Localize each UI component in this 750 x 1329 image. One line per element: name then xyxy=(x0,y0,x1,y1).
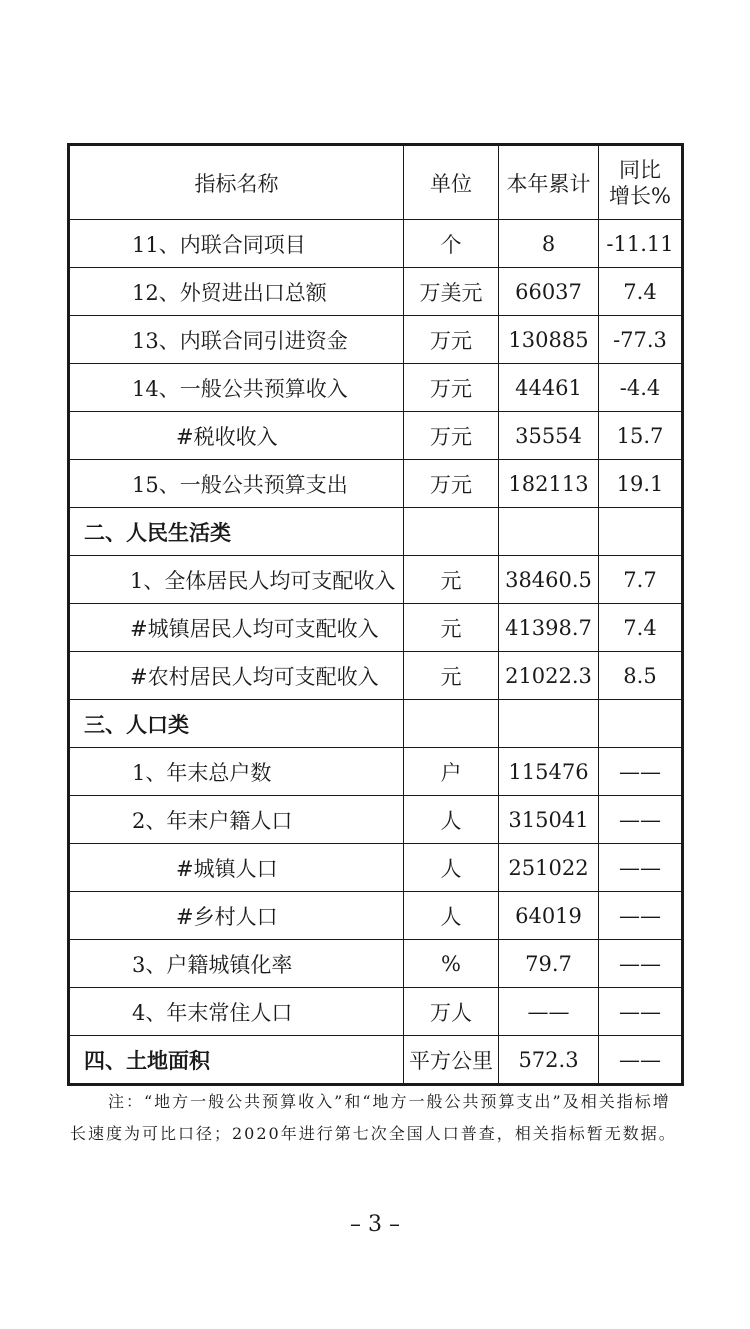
cell-indicator-name: 1、年末总户数 xyxy=(69,748,404,796)
cell-year-total: 66037 xyxy=(499,268,599,316)
cell-indicator-name: #农村居民人均可支配收入 xyxy=(69,652,404,700)
cell-indicator-name: #城镇居民人均可支配收入 xyxy=(69,604,404,652)
cell-yoy-growth: —— xyxy=(599,892,683,940)
table-row xyxy=(69,316,683,364)
cell-unit: 个 xyxy=(404,220,499,268)
footnote: 注：“地方一般公共预算收入”和“地方一般公共预算支出”及相关指标增长速度为可比口径；2020年进行第七次全国人口普查，相关指标暂无数据。 xyxy=(70,1092,677,1143)
cell-year-total: 21022.3 xyxy=(499,652,599,700)
cell-yoy-growth: 15.7 xyxy=(599,412,683,460)
cell-yoy-growth: 8.5 xyxy=(599,652,683,700)
cell-yoy-growth: 7.7 xyxy=(599,556,683,604)
table-row xyxy=(69,460,683,508)
cell-indicator-name: 15、一般公共预算支出 xyxy=(69,460,404,508)
cell-yoy-growth xyxy=(599,508,683,556)
table-row xyxy=(69,988,683,1036)
cell-year-total: 315041 xyxy=(499,796,599,844)
cell-indicator-name: #城镇人口 xyxy=(69,844,404,892)
table-row xyxy=(69,268,683,316)
statistics-table xyxy=(67,143,684,1086)
cell-unit: 人 xyxy=(404,796,499,844)
table-row xyxy=(69,940,683,988)
cell-unit: 元 xyxy=(404,652,499,700)
cell-yoy-growth: -4.4 xyxy=(599,364,683,412)
cell-year-total: 130885 xyxy=(499,316,599,364)
cell-yoy-growth xyxy=(599,700,683,748)
cell-unit: 元 xyxy=(404,556,499,604)
cell-year-total: 79.7 xyxy=(499,940,599,988)
header-indicator-name: 指标名称 xyxy=(69,145,404,220)
cell-yoy-growth: —— xyxy=(599,844,683,892)
table-section-row xyxy=(69,1036,683,1085)
cell-year-total: 251022 xyxy=(499,844,599,892)
cell-year-total: 64019 xyxy=(499,892,599,940)
cell-year-total: 115476 xyxy=(499,748,599,796)
cell-yoy-growth: —— xyxy=(599,988,683,1036)
table-row xyxy=(69,604,683,652)
cell-unit: 万元 xyxy=(404,460,499,508)
cell-unit: 万元 xyxy=(404,412,499,460)
cell-yoy-growth: 7.4 xyxy=(599,604,683,652)
header-year-total: 本年累计 xyxy=(499,145,599,220)
cell-yoy-growth: 19.1 xyxy=(599,460,683,508)
cell-yoy-growth: —— xyxy=(599,1036,683,1085)
cell-indicator-name: 13、内联合同引进资金 xyxy=(69,316,404,364)
cell-yoy-growth: -77.3 xyxy=(599,316,683,364)
table-row xyxy=(69,556,683,604)
cell-yoy-growth: —— xyxy=(599,940,683,988)
cell-year-total: 44461 xyxy=(499,364,599,412)
cell-indicator-name: #乡村人口 xyxy=(69,892,404,940)
cell-yoy-growth: -11.11 xyxy=(599,220,683,268)
cell-unit: 万元 xyxy=(404,316,499,364)
cell-unit: 人 xyxy=(404,844,499,892)
table-section-row xyxy=(69,508,683,556)
cell-unit: 万人 xyxy=(404,988,499,1036)
header-yoy-growth-line2: 增长% xyxy=(609,183,671,208)
cell-year-total xyxy=(499,508,599,556)
page-number: – 3 – xyxy=(350,1212,400,1237)
cell-unit: 元 xyxy=(404,604,499,652)
table-row xyxy=(69,892,683,940)
header-unit: 单位 xyxy=(404,145,499,220)
cell-indicator-name: 14、一般公共预算收入 xyxy=(69,364,404,412)
header-yoy-growth xyxy=(599,145,683,220)
table-row xyxy=(69,796,683,844)
cell-year-total: 41398.7 xyxy=(499,604,599,652)
cell-unit xyxy=(404,508,499,556)
cell-year-total: 8 xyxy=(499,220,599,268)
cell-indicator-name: #税收收入 xyxy=(69,412,404,460)
table-row xyxy=(69,220,683,268)
cell-unit xyxy=(404,700,499,748)
cell-indicator-name: 4、年末常住人口 xyxy=(69,988,404,1036)
cell-indicator-name: 四、土地面积 xyxy=(69,1036,404,1085)
cell-unit: 万元 xyxy=(404,364,499,412)
cell-indicator-name: 11、内联合同项目 xyxy=(69,220,404,268)
header-yoy-growth-line1: 同比 xyxy=(619,157,661,182)
cell-indicator-name: 三、人口类 xyxy=(69,700,404,748)
table-row xyxy=(69,844,683,892)
cell-unit: 万美元 xyxy=(404,268,499,316)
cell-unit: 人 xyxy=(404,892,499,940)
table-row xyxy=(69,652,683,700)
cell-yoy-growth: —— xyxy=(599,748,683,796)
cell-indicator-name: 3、户籍城镇化率 xyxy=(69,940,404,988)
cell-unit: % xyxy=(404,940,499,988)
cell-indicator-name: 二、人民生活类 xyxy=(69,508,404,556)
cell-year-total: —— xyxy=(499,988,599,1036)
cell-unit: 户 xyxy=(404,748,499,796)
table-header-row xyxy=(69,145,683,220)
table-section-row xyxy=(69,700,683,748)
cell-yoy-growth: 7.4 xyxy=(599,268,683,316)
cell-year-total: 182113 xyxy=(499,460,599,508)
cell-year-total: 38460.5 xyxy=(499,556,599,604)
cell-year-total: 35554 xyxy=(499,412,599,460)
cell-yoy-growth: —— xyxy=(599,796,683,844)
cell-unit: 平方公里 xyxy=(404,1036,499,1085)
cell-year-total: 572.3 xyxy=(499,1036,599,1085)
cell-indicator-name: 2、年末户籍人口 xyxy=(69,796,404,844)
cell-indicator-name: 12、外贸进出口总额 xyxy=(69,268,404,316)
cell-year-total xyxy=(499,700,599,748)
cell-indicator-name: 1、全体居民人均可支配收入 xyxy=(69,556,404,604)
table-row xyxy=(69,748,683,796)
table-row xyxy=(69,364,683,412)
table-row xyxy=(69,412,683,460)
